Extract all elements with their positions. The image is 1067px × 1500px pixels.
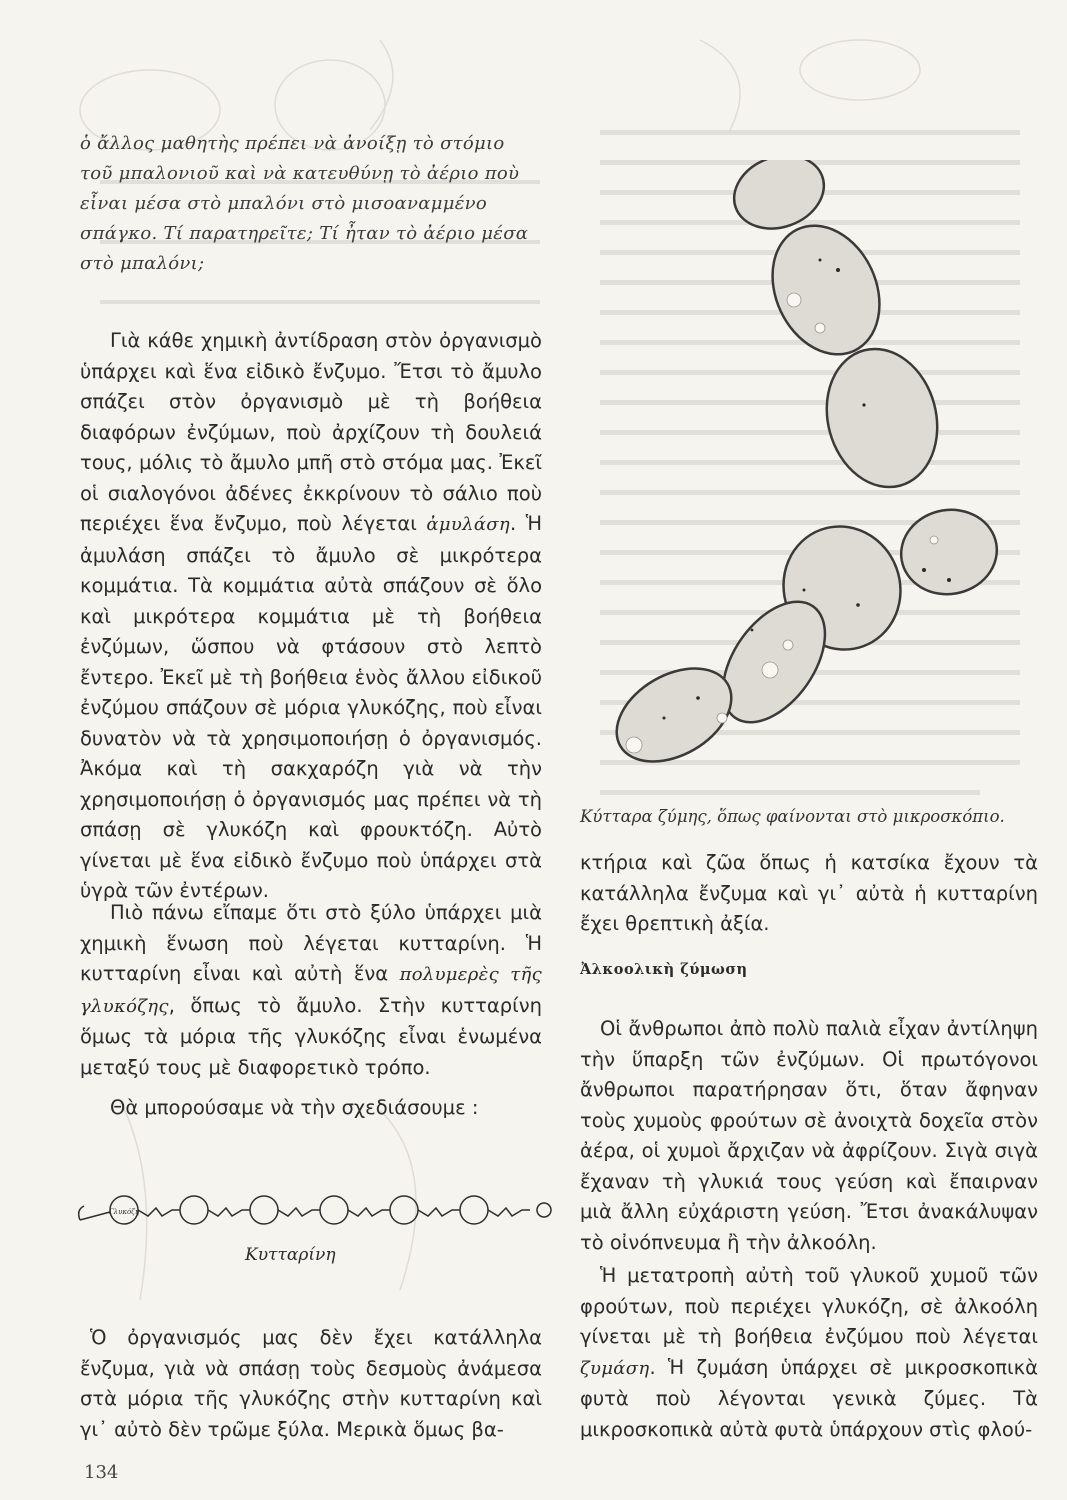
zymase-paragraph (580, 1261, 1038, 1445)
chain-link (488, 1208, 530, 1216)
draw-intro-paragraph (80, 1093, 542, 1124)
digestion-text: Ὁ ὀργανισμός μας δὲν ἔχει κατάλληλα ἔνζυμα, γιὰ νὰ σπάσῃ τοὺς δεσμοὺς ἀνάμεσα στὰ μόρια τῆς γλυκόζης στὴν κυτταρίνη καὶ γι᾽ αὐτὸ δὲν τρῶμε ξύλα. Μερικὰ ὅμως βα- (80, 1326, 542, 1441)
section-heading: Ἀλκοολικὴ ζύμωση (580, 961, 748, 978)
history-text: Οἱ ἄνθρωποι ἀπὸ πολὺ παλιὰ εἶχαν ἀντίληψη τὴν ὕπαρξη τῶν ἐνζύμων. Οἱ πρωτόγονοι ἄνθρωποι παρατήρησαν ὅτι, ὅταν ἄφηναν τοὺς χυμοὺς φρούτων σὲ ἀνοιχτὰ δοχεῖα στὸν ἀέρα, οἱ χυμοὶ ἄρχιζαν νὰ ἀφρίζουν. Σιγὰ σιγὰ ἔχαναν τὴ γλυκιά τους γεύση καὶ ἔπαιρναν μιὰ ἄλλη εὐχάριστη γεύση. Ἔτσι ἀνακάλυψαν τὸ οἰνόπνευμα ἢ τὴν ἀλκοόλη. (580, 1017, 1038, 1254)
glucose-label: Γλυκόζη (108, 1208, 140, 1216)
draw-intro-text: Θὰ μπορούσαμε νὰ τὴν σχεδιάσουμε : (110, 1096, 479, 1119)
bacteria-paragraph (580, 848, 1038, 940)
bacteria-text: κτήρια καὶ ζῶα ὅπως ἡ κατσίκα ἔχουν τὰ κατάλληλα ἔνζυμα καὶ γι᾽ αὐτὰ ἡ κυτταρίνη ἔχει θρεπτικὴ ἀξία. (580, 851, 1038, 935)
enzyme-paragraph (80, 326, 542, 907)
glucose-unit (537, 1203, 551, 1217)
p2-text-b: , ὅπως τὸ ἄμυλο. Στὴν κυτταρίνη ὅμως τὰ μόρια τῆς γλυκόζης εἶναι ἑνωμένα μεταξύ τους μὲ διαφορετικὸ τρόπο. (80, 993, 542, 1079)
yeast-cells-micrograph (594, 160, 1034, 800)
p1-text-b: . Ἡ ἀμυλάση σπάζει τὸ ἄμυλο σὲ μικρότερα κομμάτια. Τὰ κομμάτια αὐτὰ σπάζουν σὲ ὅλο καὶ μικρότερα κομμάτια μὲ τὴ βοήθεια ἐνζύμων, ὥσπου νὰ φτάσουν στὸ λεπτὸ ἔντερο. Ἐκεῖ μὲ τὴ βοήθεια ἑνὸς ἄλλου εἰδικοῦ ἐνζύμου σπάζουν σὲ μόρια γλυκόζης, ποὺ εἶναι δυνατὸν νὰ τὰ χρησιμοποιήσῃ ὁ ὀργανισμός. Ἀκόμα καὶ τὴ σακχαρόζη γιὰ νὰ τὴν χρησιμοποιήσῃ ὁ ὀργανισμός μας πρέπει νὰ τὴ σπάσῃ σὲ γλυκόζη καὶ φρουκτόζη. Αὐτὸ γίνεται μὲ ἕνα εἰδικὸ ἔνζυμο ποὺ ὑπάρχει στὰ ὑγρὰ τῶν ἐντέρων. (80, 512, 542, 902)
cellulose-paragraph (80, 898, 542, 1083)
intro-text: ὁ ἄλλος μαθητὴς πρέπει νὰ ἀνοίξῃ τὸ στόμιο τοῦ μπαλονιοῦ καὶ νὰ κατευθύνῃ τὸ ἀέριο ποὺ εἶναι μέσα στὸ μπαλόνι στὸ μισοαναμμένο σπάγκο. Τί παρατηρεῖτε; Τί ἦταν τὸ ἀέριο μέσα στὸ μπαλόνι; (80, 133, 529, 274)
yeast-cell (894, 502, 1003, 601)
chain-start-hook (79, 1206, 84, 1220)
page-number: 134 (84, 1462, 119, 1483)
glucose-unit (250, 1196, 278, 1224)
chain-link (418, 1208, 460, 1216)
chain-link (278, 1208, 320, 1216)
chain-link (348, 1208, 390, 1216)
zymase-paragraph-text (580, 1261, 1038, 1445)
micrograph-caption: Κύτταρα ζύμης, ὅπως φαίνονται στὸ μικροσκόπιο. (580, 807, 1005, 826)
history-paragraph (580, 1014, 1038, 1258)
p1-text-a: Γιὰ κάθε χημικὴ ἀντίδραση στὸν ὀργανισμὸ ὑπάρχει καὶ ἕνα εἰδικὸ ἔνζυμο. Ἔτσι τὸ ἄμυλο σπάζει στὸν ὀργανισμὸ μὲ τὴ βοήθεια διαφόρων ἐνζύμων, ποὺ ἀρχίζουν τὴ δουλειά τους, μόλις τὸ ἄμυλο μπῆ στὸ στόμα μας. Ἐκεῖ οἱ σιαλογόνοι ἀδένες ἐκκρίνουν τὸ σάλιο ποὺ περιέχει ἕνα ἔνζυμο, ποὺ λέγεται (80, 329, 542, 535)
glucose-unit (460, 1196, 488, 1224)
enzyme-paragraph-text (80, 326, 542, 907)
term-polymer: πολυμερὲς τῆς γλυκόζης (80, 964, 542, 1017)
yeast-cell (752, 208, 899, 372)
term-amylase: ἀμυλάση (426, 514, 510, 535)
glucose-unit (180, 1196, 208, 1224)
cellulose-caption: Κυτταρίνη (245, 1245, 336, 1265)
glucose-unit (390, 1196, 418, 1224)
r3-text-b: . Ἡ ζυμάση ὑπάρχει σὲ μικροσκοπικὰ φυτὰ ποὺ λέγονται γενικὰ ζύμες. Τὰ μικροσκοπικὰ αὐτὰ φυτὰ ὑπάρχουν στὶς φλού- (580, 1355, 1038, 1441)
r3-text-a: Ἡ μετατροπὴ αὐτὴ τοῦ γλυκοῦ χυμοῦ τῶν φρούτων, ποὺ περιέχει γλυκόζη, σὲ ἀλκοόλη γίνεται μὲ τὴ βοήθεια ἐνζύμου ποὺ λέγεται (580, 1264, 1038, 1348)
term-zymase: ζυμάση (580, 1357, 650, 1379)
p2-text-a: Πιὸ πάνω εἴπαμε ὅτι στὸ ξύλο ὑπάρχει μιὰ χημικὴ ἕνωση ποὺ λέγεται κυτταρίνη. Ἡ κυτταρίνη εἶναι καὶ αὐτὴ ἕνα (80, 901, 542, 985)
yeast-cell (812, 336, 953, 499)
cellulose-paragraph-text (80, 898, 542, 1083)
digestion-paragraph (80, 1323, 542, 1445)
intro-paragraph (80, 129, 542, 279)
chain-link (208, 1208, 250, 1216)
glucose-unit (320, 1196, 348, 1224)
chain-link (138, 1208, 180, 1216)
